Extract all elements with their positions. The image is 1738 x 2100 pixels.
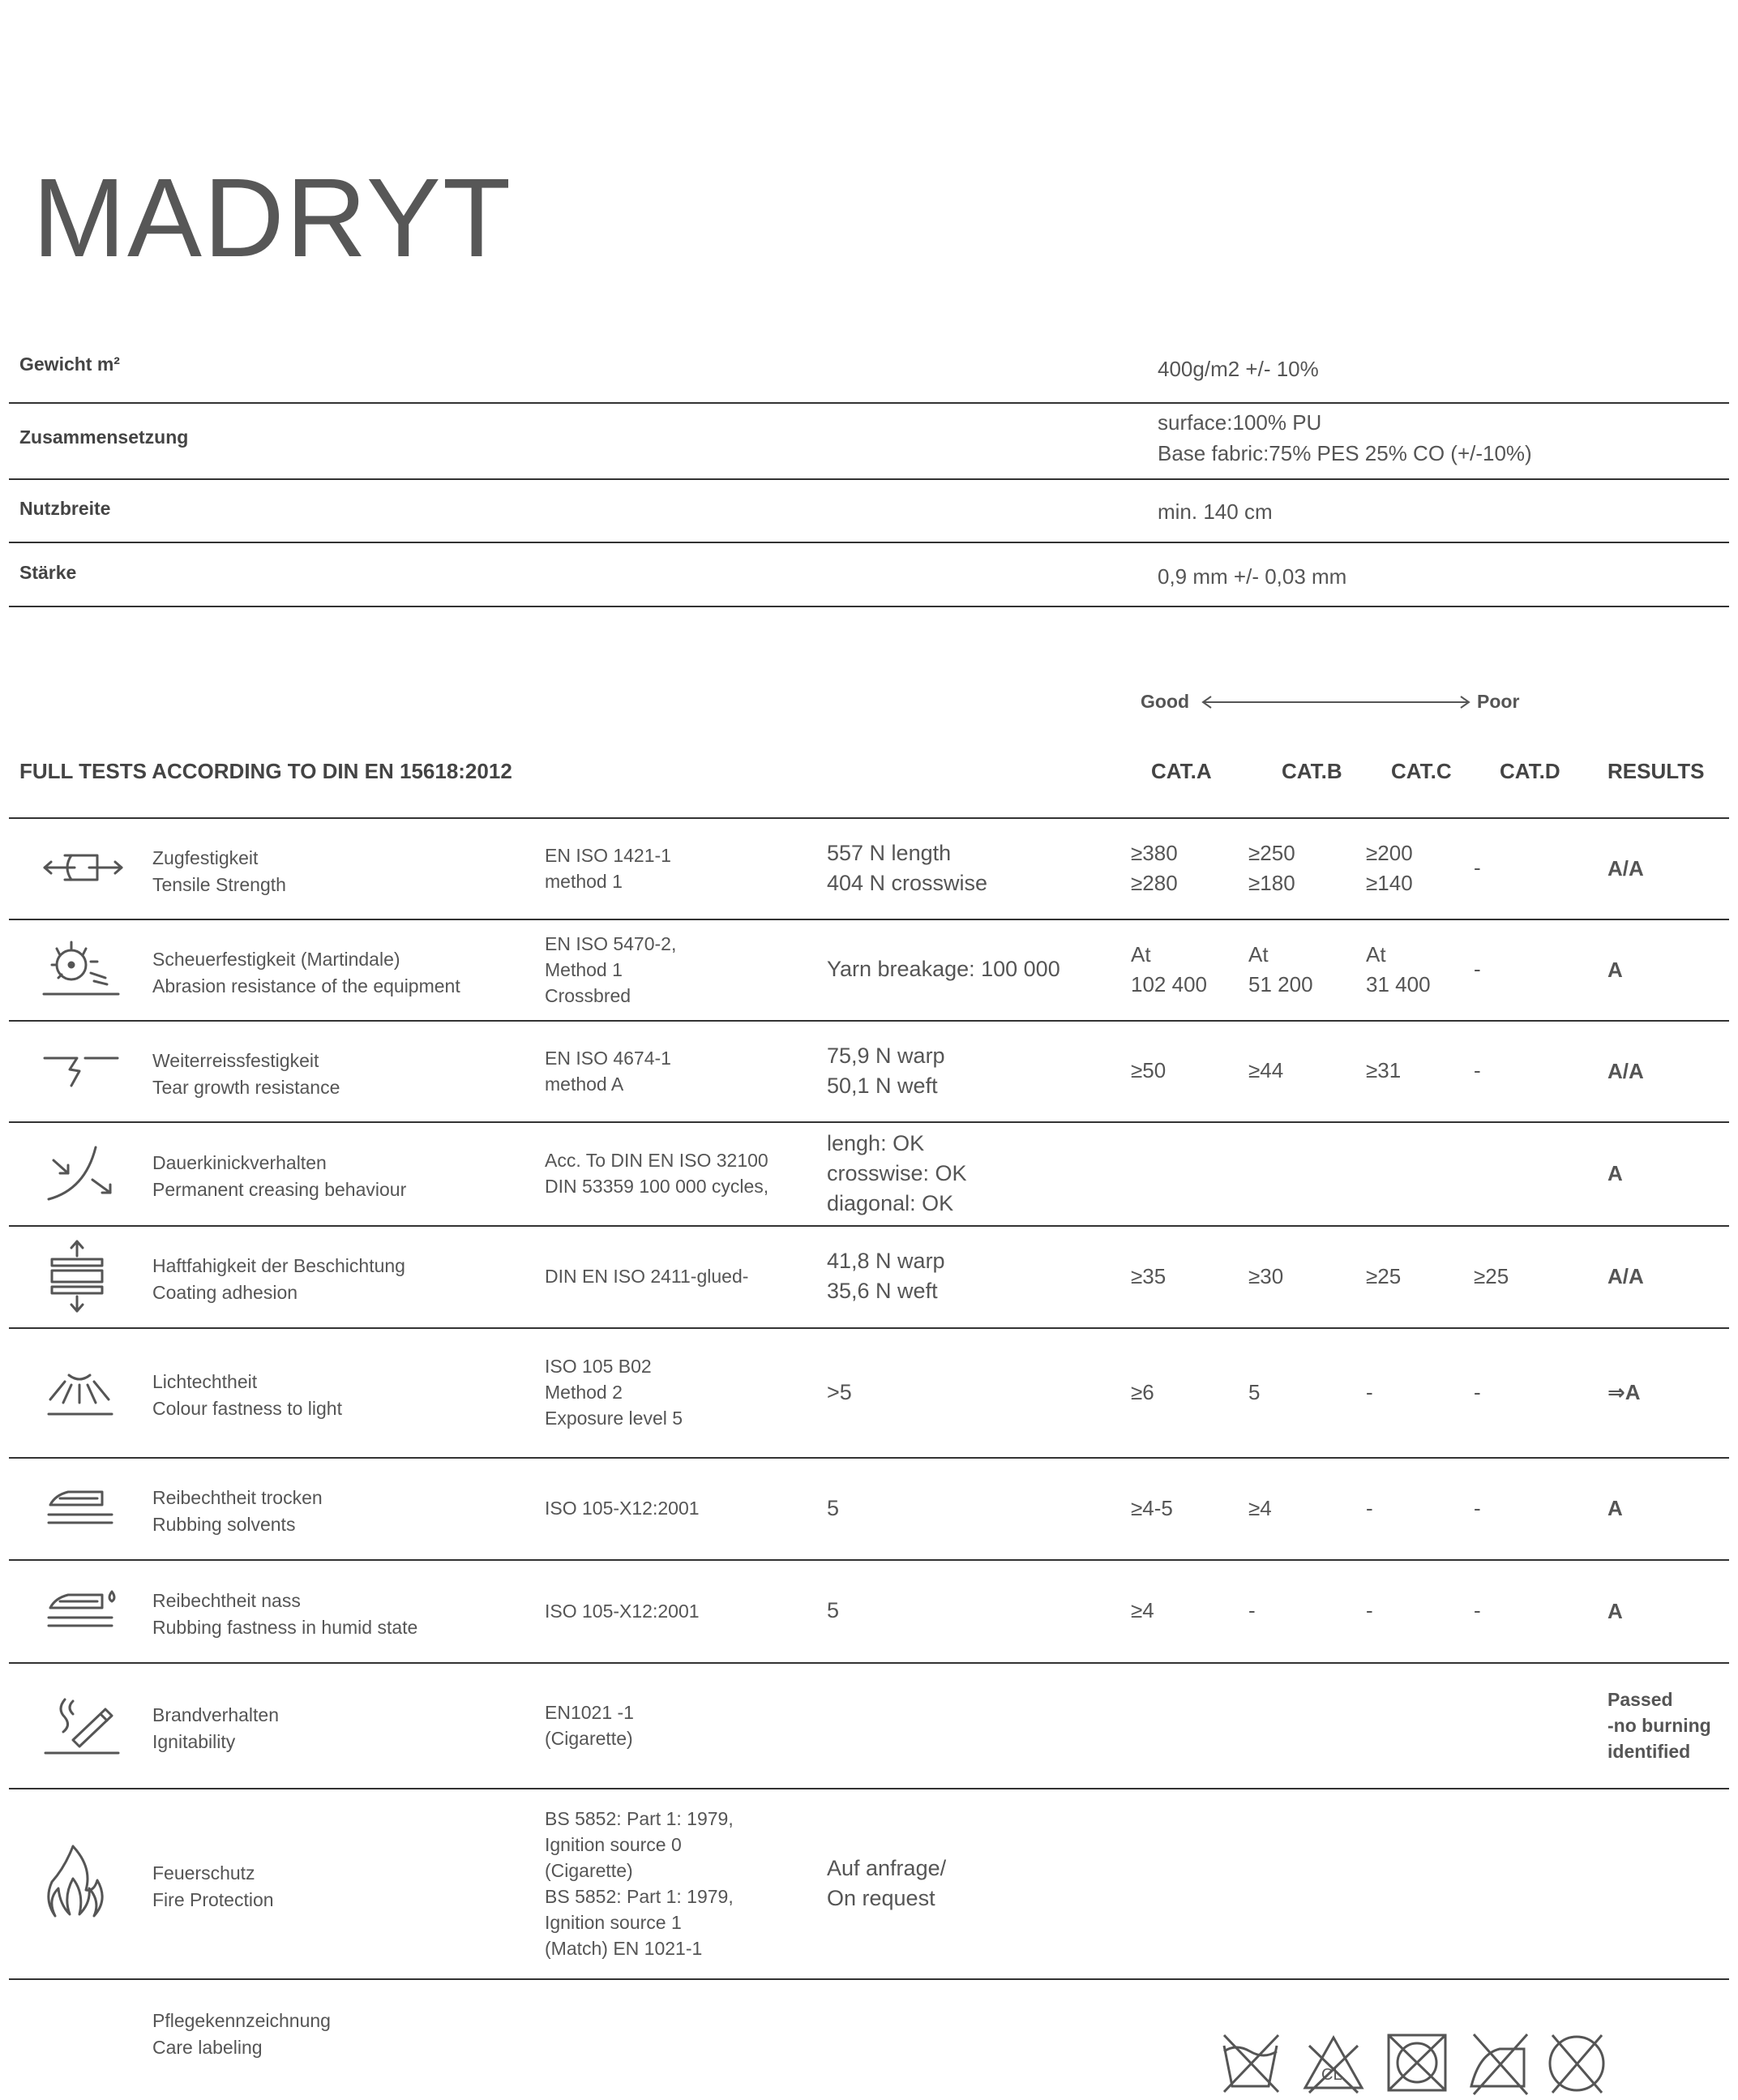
- care-label-en: Care labeling: [152, 2037, 263, 2058]
- test-cat-b: [1248, 1596, 1256, 1626]
- no-dry-clean-icon: [1550, 2035, 1603, 2093]
- test-cat-a: [1131, 1378, 1154, 1408]
- test-cat-b: [1248, 1056, 1283, 1086]
- divider: [9, 1225, 1729, 1227]
- test-cat-c: [1366, 1378, 1373, 1408]
- test-cat-d: [1474, 1596, 1481, 1626]
- test-cat-b: [1248, 940, 1313, 1000]
- test-name: [152, 1150, 406, 1203]
- test-value: [827, 1041, 945, 1101]
- test-norm-line: (Cigarette): [545, 1859, 633, 1881]
- test-value-line: 5: [827, 1598, 840, 1622]
- test-value-line: >5: [827, 1379, 852, 1404]
- rubbing-dry-icon: [41, 1484, 130, 1536]
- test-norm: [545, 931, 676, 1009]
- test-result: [1607, 1598, 1623, 1624]
- test-norm-line: DIN EN ISO 2411-glued-: [545, 1266, 749, 1287]
- test-cat-a: [1131, 1262, 1166, 1292]
- test-value-line: 5: [827, 1495, 840, 1520]
- test-norm-line: ISO 105-X12:2001: [545, 1498, 700, 1519]
- test-cat-b-line: ≥250: [1248, 840, 1295, 865]
- test-result-line: A/A: [1607, 1264, 1644, 1288]
- divider: [9, 817, 1729, 819]
- test-cat-d-line: -: [1474, 1495, 1481, 1520]
- test-norm-line: BS 5852: Part 1: 1979,: [545, 1807, 734, 1829]
- flame-icon: [41, 1843, 130, 1928]
- divider: [9, 606, 1729, 607]
- test-name-en: Rubbing fastness in humid state: [152, 1616, 418, 1638]
- test-norm-line: method A: [545, 1073, 624, 1095]
- test-cat-a-line: ≥35: [1131, 1263, 1167, 1288]
- test-result: [1607, 1495, 1623, 1521]
- test-cat-b-line: ≥30: [1248, 1263, 1284, 1288]
- test-cat-a-line: At: [1131, 941, 1151, 966]
- test-cat-a: [1131, 940, 1207, 1000]
- spec-label: Gewicht m²: [19, 354, 120, 375]
- test-value: [827, 1129, 967, 1219]
- test-norm-line: Method 1: [545, 958, 623, 980]
- scale-good-label: Good: [1141, 691, 1190, 712]
- divider: [9, 1978, 1729, 1980]
- test-value-line: 35,6 N weft: [827, 1279, 938, 1303]
- test-name: [152, 1369, 342, 1422]
- test-cat-c-line: ≥31: [1366, 1058, 1402, 1082]
- divider: [9, 1788, 1729, 1789]
- test-cat-a: [1131, 1494, 1173, 1524]
- test-name: [152, 1253, 405, 1306]
- test-value-line: Yarn breakage: 100 000: [827, 957, 1060, 981]
- spec-value-line: Base fabric:75% PES 25% CO (+/-10%): [1158, 441, 1532, 465]
- tear-icon: [41, 1047, 130, 1099]
- test-cat-d-line: -: [1474, 957, 1481, 981]
- test-name-en: Colour fastness to light: [152, 1398, 342, 1419]
- test-cat-c-line: -: [1366, 1598, 1373, 1622]
- test-name: [152, 1588, 417, 1641]
- test-value: [827, 1854, 946, 1914]
- no-iron-icon: [1471, 2034, 1527, 2094]
- test-result-line: Passed: [1607, 1688, 1673, 1710]
- test-name-de: Reibechtheit nass: [152, 1589, 301, 1611]
- test-value-line: 41,8 N warp: [827, 1249, 945, 1273]
- test-norm-line: EN ISO 1421-1: [545, 844, 671, 866]
- test-result-line: A/A: [1607, 1058, 1644, 1083]
- no-tumble-dry-icon: [1389, 2035, 1445, 2090]
- test-name: [152, 1702, 279, 1755]
- test-value-line: 557 N length: [827, 840, 952, 865]
- test-norm-line: BS 5852: Part 1: 1979,: [545, 1885, 734, 1907]
- test-cat-a: [1131, 1596, 1154, 1626]
- test-name-en: Permanent creasing behaviour: [152, 1179, 407, 1200]
- test-name-en: Tear growth resistance: [152, 1076, 340, 1098]
- test-result-line: -no burning: [1607, 1714, 1711, 1736]
- test-name-de: Dauerkinickverhalten: [152, 1152, 327, 1173]
- spec-value: [1158, 407, 1532, 469]
- chlorine-mark: CL: [1321, 2066, 1342, 2084]
- test-cat-d: [1474, 1494, 1481, 1524]
- test-name: [152, 845, 286, 898]
- test-norm: [545, 1598, 700, 1624]
- test-cat-b-line: At: [1248, 941, 1269, 966]
- product-title: MADRYT: [32, 156, 513, 281]
- test-name: [152, 1485, 323, 1538]
- test-cat-d: [1474, 954, 1481, 984]
- test-norm-line: (Match) EN 1021-1: [545, 1937, 703, 1959]
- header-cat-d: CAT.D: [1500, 759, 1560, 783]
- test-cat-a: [1131, 1056, 1166, 1086]
- test-value-line: lengh: OK: [827, 1130, 925, 1155]
- rubbing-wet-icon: [41, 1587, 130, 1639]
- test-name: [152, 946, 460, 1000]
- test-value-line: 50,1 N weft: [827, 1073, 938, 1098]
- test-norm-line: Method 2: [545, 1382, 623, 1403]
- test-cat-b-line: 51 200: [1248, 971, 1313, 996]
- care-label: [152, 2008, 331, 2061]
- test-result: [1607, 1686, 1711, 1764]
- test-norm-line: Crossbred: [545, 984, 631, 1006]
- test-cat-b-line: ≥180: [1248, 870, 1295, 895]
- divider: [9, 402, 1729, 404]
- test-norm: [545, 1263, 748, 1289]
- header-cat-b: CAT.B: [1282, 759, 1342, 783]
- no-wash-icon: [1224, 2035, 1278, 2092]
- test-cat-a-line: ≥4-5: [1131, 1495, 1173, 1520]
- test-name-de: Reibechtheit trocken: [152, 1487, 323, 1508]
- test-cat-c-line: ≥25: [1366, 1263, 1402, 1288]
- header-cat-c: CAT.C: [1391, 759, 1452, 783]
- test-value-line: diagonal: OK: [827, 1190, 954, 1215]
- test-name-de: Lichtechtheit: [152, 1371, 258, 1392]
- test-norm: [545, 1147, 768, 1199]
- care-label-de: Pflegekennzeichnung: [152, 2010, 331, 2031]
- test-cat-b-line: ≥4: [1248, 1495, 1272, 1520]
- test-norm-line: DIN 53359 100 000 cycles,: [545, 1176, 769, 1197]
- test-cat-b-line: 5: [1248, 1379, 1261, 1404]
- divider: [9, 1457, 1729, 1459]
- divider: [9, 1559, 1729, 1561]
- test-value-line: 404 N crosswise: [827, 870, 988, 895]
- test-cat-d-line: -: [1474, 1598, 1481, 1622]
- test-cat-a-line: ≥380: [1131, 840, 1178, 865]
- test-result-line: A: [1607, 1496, 1623, 1520]
- test-norm: [545, 1806, 734, 1961]
- test-norm-line: Ignition source 0: [545, 1833, 682, 1855]
- test-cat-d-line: -: [1474, 855, 1481, 880]
- test-norm-line: EN1021 -1: [545, 1701, 634, 1723]
- test-cat-c-line: -: [1366, 1495, 1373, 1520]
- test-cat-c-line: -: [1366, 1379, 1373, 1404]
- test-value-line: crosswise: OK: [827, 1160, 967, 1185]
- test-result: [1607, 1058, 1644, 1084]
- test-cat-c-line: ≥200: [1366, 840, 1413, 865]
- test-result-line: A: [1607, 1161, 1623, 1185]
- spec-value-line: 0,9 mm +/- 0,03 mm: [1158, 564, 1347, 589]
- light-icon: [41, 1364, 130, 1425]
- test-result-line: ⇒A: [1607, 1380, 1641, 1404]
- spec-value: [1158, 354, 1319, 384]
- test-result-line: A: [1607, 1598, 1623, 1623]
- test-result: [1607, 1263, 1644, 1289]
- test-cat-b: [1248, 1494, 1272, 1524]
- test-value: [827, 1378, 852, 1408]
- coating-adhesion-icon: [41, 1240, 130, 1317]
- test-norm-line: Acc. To DIN EN ISO 32100: [545, 1150, 768, 1171]
- test-cat-c: [1366, 1056, 1401, 1086]
- test-cat-c: [1366, 940, 1431, 1000]
- test-result-line: A/A: [1607, 855, 1644, 881]
- test-cat-c: [1366, 838, 1413, 898]
- test-name-en: Ignitability: [152, 1730, 236, 1752]
- test-norm-line: ISO 105 B02: [545, 1356, 652, 1377]
- divider: [9, 919, 1729, 920]
- test-norm: [545, 842, 671, 894]
- test-cat-d: [1474, 1262, 1509, 1292]
- test-cat-b-line: ≥44: [1248, 1058, 1284, 1082]
- test-value: [827, 1246, 945, 1306]
- test-cat-c: [1366, 1596, 1373, 1626]
- test-name-de: Weiterreissfestigkeit: [152, 1049, 319, 1071]
- test-norm: [545, 1045, 671, 1097]
- creasing-icon: [41, 1141, 130, 1210]
- test-norm-line: Ignition source 1: [545, 1911, 682, 1933]
- divider: [9, 1662, 1729, 1664]
- test-norm: [545, 1495, 700, 1521]
- test-cat-d: [1474, 1378, 1481, 1408]
- test-value: [827, 954, 1060, 984]
- spec-label: Stärke: [19, 562, 77, 583]
- test-cat-a: [1131, 838, 1178, 898]
- test-value-line: 75,9 N warp: [827, 1043, 945, 1068]
- test-cat-c-line: At: [1366, 941, 1386, 966]
- test-norm: [545, 1353, 683, 1431]
- cigarette-icon: [41, 1693, 130, 1762]
- test-norm-line: method 1: [545, 870, 623, 892]
- no-chlorine-bleach-icon: [1305, 2038, 1362, 2093]
- scale-arrow-icon: [1198, 694, 1474, 710]
- test-cat-d-line: ≥25: [1474, 1263, 1509, 1288]
- tests-title: FULL TESTS ACCORDING TO DIN EN 15618:2012: [19, 759, 512, 783]
- test-name-de: Haftfahigkeit der Beschichtung: [152, 1255, 405, 1276]
- spec-value: [1158, 496, 1273, 527]
- divider: [9, 542, 1729, 543]
- divider: [9, 1020, 1729, 1022]
- test-norm: [545, 1699, 634, 1751]
- test-norm-line: EN ISO 4674-1: [545, 1047, 671, 1069]
- tensile-strength-icon: [41, 844, 130, 897]
- test-result: [1607, 1379, 1641, 1405]
- test-cat-a-line: ≥50: [1131, 1058, 1167, 1082]
- test-value: [827, 1494, 839, 1524]
- test-cat-c-line: 31 400: [1366, 971, 1431, 996]
- test-result: [1607, 1160, 1623, 1186]
- test-norm-line: (Cigarette): [545, 1727, 633, 1749]
- divider: [9, 478, 1729, 480]
- test-cat-d-line: -: [1474, 1058, 1481, 1082]
- test-name-de: Scheuerfestigkeit (Martindale): [152, 948, 400, 970]
- divider: [9, 1327, 1729, 1329]
- test-norm-line: EN ISO 5470-2,: [545, 932, 677, 954]
- test-cat-b: [1248, 1262, 1283, 1292]
- scale-poor-label: Poor: [1477, 691, 1520, 712]
- test-cat-d-line: -: [1474, 1379, 1481, 1404]
- test-name-en: Rubbing solvents: [152, 1514, 296, 1535]
- test-cat-a-line: ≥6: [1131, 1379, 1154, 1404]
- spec-value: [1158, 561, 1346, 592]
- test-name-en: Tensile Strength: [152, 873, 286, 895]
- test-cat-d: [1474, 1056, 1481, 1086]
- spec-value-line: min. 140 cm: [1158, 499, 1273, 524]
- test-name: [152, 1048, 340, 1101]
- divider: [9, 1121, 1729, 1123]
- test-value-line: Auf anfrage/: [827, 1855, 947, 1880]
- abrasion-icon: [41, 937, 130, 1006]
- header-results: RESULTS: [1607, 759, 1705, 783]
- spec-value-line: surface:100% PU: [1158, 410, 1322, 435]
- test-cat-c-line: ≥140: [1366, 870, 1413, 895]
- test-value: [827, 1596, 839, 1626]
- test-result: [1607, 855, 1644, 881]
- test-norm-line: Exposure level 5: [545, 1408, 683, 1429]
- test-name-en: Fire Protection: [152, 1888, 274, 1910]
- test-result-line: identified: [1607, 1740, 1691, 1762]
- test-name-en: Abrasion resistance of the equipment: [152, 975, 460, 996]
- spec-value-line: 400g/m2 +/- 10%: [1158, 357, 1319, 381]
- test-cat-b: [1248, 1378, 1260, 1408]
- test-cat-a-line: 102 400: [1131, 971, 1207, 996]
- spec-label: Zusammensetzung: [19, 426, 189, 448]
- test-cat-c: [1366, 1262, 1401, 1292]
- test-cat-a-line: ≥280: [1131, 870, 1178, 895]
- test-name-en: Coating adhesion: [152, 1282, 298, 1303]
- test-result: [1607, 957, 1623, 983]
- spec-label: Nutzbreite: [19, 498, 111, 519]
- test-cat-b: [1248, 838, 1295, 898]
- test-cat-c: [1366, 1494, 1373, 1524]
- test-cat-a-line: ≥4: [1131, 1598, 1154, 1622]
- test-norm-line: ISO 105-X12:2001: [545, 1600, 700, 1622]
- care-icons: [1220, 2031, 1706, 2100]
- test-name-de: Brandverhalten: [152, 1704, 279, 1725]
- test-name-de: Feuerschutz: [152, 1862, 255, 1884]
- test-value: [827, 838, 987, 898]
- header-cat-a: CAT.A: [1151, 759, 1212, 783]
- test-name: [152, 1860, 274, 1914]
- test-cat-b-line: -: [1248, 1598, 1256, 1622]
- test-cat-d: [1474, 853, 1481, 883]
- test-result-line: A: [1607, 957, 1623, 982]
- test-name-de: Zugfestigkeit: [152, 846, 259, 868]
- test-value-line: On request: [827, 1885, 935, 1910]
